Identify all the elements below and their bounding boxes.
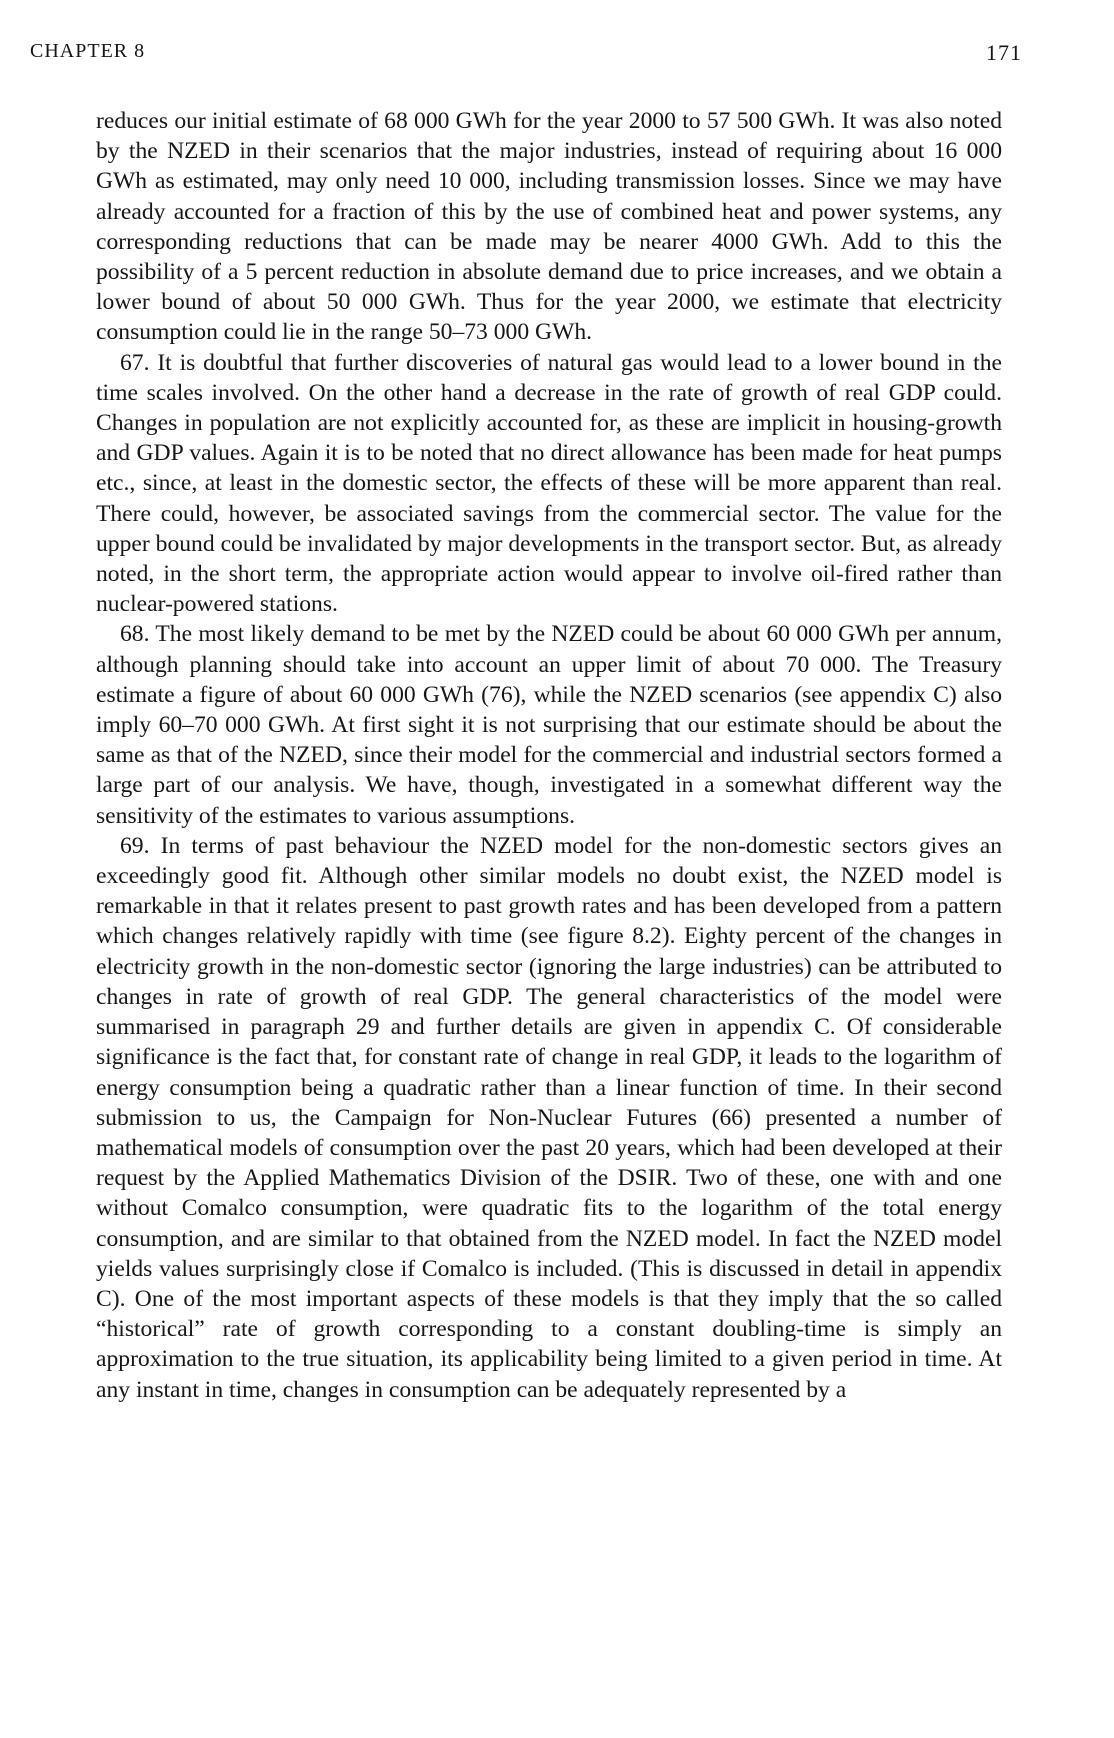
paragraph-67: 67. It is doubtful that further discoveries of natural gas would lead to a lower bound in the time scales involved. On the other hand a decrease in the rate of growth of real GDP could. Changes in population are not explicitly accounted for, as these are implicit in housing-growth and GDP values. Again it is to be noted that no direct allowance has been made for heat pumps etc., since, at least in the domestic sector, the effects of these will be more apparent than real. There could, however, be associated savings from the commercial sector. The value for the upper bound could be invalidated by major developments in the transport sector. But, as already noted, in the short term, the appropriate action would appear to involve oil-fired rather than nuclear-powered stations. [96,349,1002,618]
page-number: 171 [986,40,1022,65]
running-head [30,40,1022,70]
paragraph-69: 69. In terms of past behaviour the NZED model for the non-domestic sectors gives an exceedingly good fit. Although other similar models no doubt exist, the NZED model is remarkable in that it relates present to past growth rates and has been developed from a pattern which changes relatively rapidly with time (see figure 8.2). Eighty percent of the changes in electricity growth in the non-domestic sector (ignoring the large industries) can be attributed to changes in rate of growth of real GDP. The general characteristics of the model were summarised in paragraph 29 and further details are given in appendix C. Of considerable significance is the fact that, for constant rate of change in real GDP, it leads to the logarithm of energy consumption being a quadratic rather than a linear function of time. In their second submission to us, the Campaign for Non-Nuclear Futures (66) presented a number of mathematical models of consumption over the past 20 years, which had been developed at their request by the Applied Mathematics Division of the DSIR. Two of these, one with and one without Comalco consumption, were quadratic fits to the logarithm of the total energy consumption, and are similar to that obtained from the NZED model. In fact the NZED model yields values surprisingly close if Comalco is included. (This is discussed in detail in appendix C). One of the most important aspects of these models is that they imply that the so called “historical” rate of growth corresponding to a constant doubling-time is simply an approximation to the true situation, its applicability being limited to a given period in time. At any instant in time, changes in consumption can be adequately represented by a [96,832,1002,1403]
paragraph-68: 68. The most likely demand to be met by the NZED could be about 60 000 GWh per annum, although planning should take into account an upper limit of about 70 000. The Treasury estimate a figure of about 60 000 GWh (76), while the NZED scenarios (see appendix C) also imply 60–70 000 GWh. At first sight it is not surprising that our estimate should be about the same as that of the NZED, since their model for the commercial and industrial sectors formed a large part of our analysis. We have, though, investigated in a somewhat different way the sensitivity of the estimates to various assumptions. [96,621,1002,829]
chapter-label: CHAPTER 8 [30,40,146,62]
paragraph-continuation: reduces our initial estimate of 68 000 GWh for the year 2000 to 57 500 GWh. It was also noted by the NZED in their scenarios that the major industries, instead of requiring about 16 000 GWh as estimated, may only need 10 000, including transmission losses. Since we may have already accounted for a fraction of this by the use of combined heat and power systems, any corresponding reductions that can be made may be nearer 4000 GWh. Add to this the possibility of a 5 percent reduction in absolute demand due to price increases, and we obtain a lower bound of about 50 000 GWh. Thus for the year 2000, we estimate that electricity consumption could lie in the range 50–73 000 GWh. [96,108,1002,346]
body-text [96,106,1002,1405]
